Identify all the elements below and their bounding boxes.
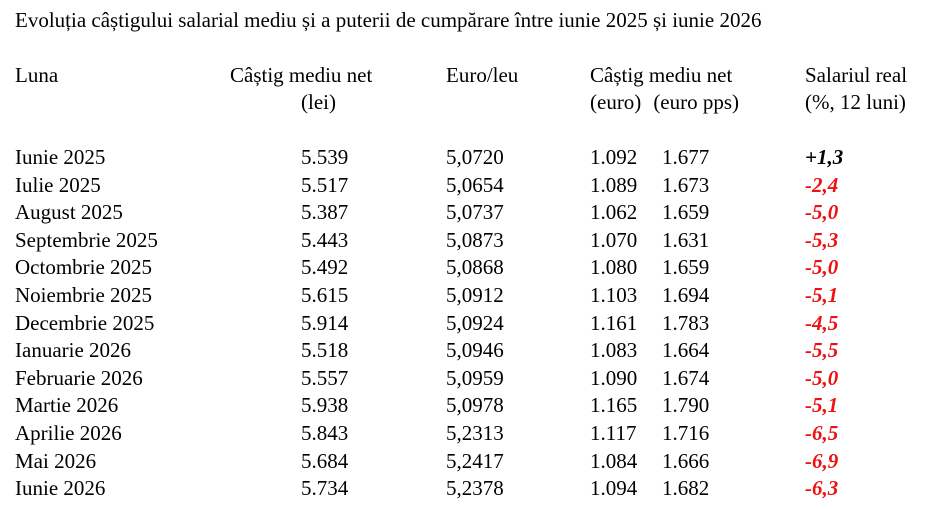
cell-month: Ianuarie 2026	[15, 338, 132, 363]
cell-eur-leu: 5,0978	[446, 393, 504, 418]
cell-net-lei: 5.518	[301, 338, 349, 363]
cell-net-pps: 1.659	[662, 200, 710, 225]
cell-net-lei: 5.684	[301, 448, 349, 473]
cell-net-euro: 1.090	[590, 365, 638, 390]
cell-real-wage: -6,9	[805, 448, 839, 473]
cell-real-wage: -5,1	[805, 282, 839, 307]
cell-net-euro: 1.092	[590, 145, 638, 169]
cell-eur-leu: 5,0720	[446, 145, 504, 169]
cell-month: Aprilie 2026	[15, 420, 122, 445]
cell-month: Septembrie 2025	[15, 227, 158, 252]
cell-month: Decembrie 2025	[15, 310, 155, 335]
header-net-lei-line1: Câștig mediu net	[230, 63, 373, 87]
header-eur-leu-label: Euro/leu	[446, 63, 519, 87]
cell-net-euro: 1.094	[590, 476, 638, 501]
cell-real-wage: -2,4	[805, 172, 839, 197]
cell-month: Iulie 2025	[15, 172, 101, 197]
cell-net-euro: 1.161	[590, 310, 638, 335]
cell-eur-leu: 5,0654	[446, 172, 504, 197]
cell-net-lei: 5.517	[301, 172, 349, 197]
table-row	[0, 392, 937, 420]
cell-net-pps: 1.631	[662, 227, 710, 252]
table-row	[0, 254, 937, 282]
cell-net-lei: 5.492	[301, 255, 349, 280]
cell-net-lei: 5.557	[301, 365, 349, 390]
table-row	[0, 227, 937, 255]
cell-eur-leu: 5,0959	[446, 365, 504, 390]
cell-real-wage: -4,5	[805, 310, 839, 335]
header-eur-leu	[446, 62, 518, 89]
cell-net-euro: 1.083	[590, 338, 638, 363]
header-real-wage	[805, 62, 907, 116]
cell-net-lei: 5.938	[301, 393, 349, 418]
table-row	[0, 199, 937, 227]
cell-real-wage: -6,3	[805, 476, 839, 501]
cell-net-euro: 1.089	[590, 172, 638, 197]
cell-real-wage: -6,5	[805, 420, 839, 445]
cell-net-pps: 1.674	[662, 365, 710, 390]
cell-real-wage: +1,3	[805, 145, 844, 169]
cell-net-lei: 5.443	[301, 227, 349, 252]
header-net-lei	[230, 62, 372, 116]
header-real-wage-line2: (%, 12 luni)	[805, 90, 906, 114]
cell-eur-leu: 5,0873	[446, 227, 504, 252]
cell-eur-leu: 5,0924	[446, 310, 504, 335]
cell-real-wage: -5,3	[805, 227, 839, 252]
cell-real-wage: -5,1	[805, 393, 839, 418]
cell-net-pps: 1.677	[662, 145, 710, 169]
page-title: Evoluția câștigului salarial mediu și a puterii de cumpărare între iunie 2025 și iunie 2026	[15, 8, 762, 32]
cell-net-lei: 5.539	[301, 145, 349, 169]
cell-net-euro: 1.062	[590, 200, 638, 225]
cell-net-pps: 1.659	[662, 255, 710, 280]
table-row	[0, 420, 937, 448]
cell-month: Iunie 2025	[15, 145, 106, 169]
cell-net-pps: 1.790	[662, 393, 710, 418]
table-row	[0, 282, 937, 310]
cell-month: Mai 2026	[15, 448, 97, 473]
table-row	[0, 172, 937, 200]
cell-eur-leu: 5,0868	[446, 255, 504, 280]
cell-net-lei: 5.387	[301, 200, 349, 225]
table-row	[0, 475, 937, 503]
cell-month: August 2025	[15, 200, 123, 225]
cell-net-euro: 1.084	[590, 448, 638, 473]
cell-month: Iunie 2026	[15, 476, 106, 501]
cell-net-euro: 1.165	[590, 393, 638, 418]
cell-month: Februarie 2026	[15, 365, 143, 390]
header-net-euro-line1: Câștig mediu net	[590, 63, 733, 87]
cell-eur-leu: 5,0946	[446, 338, 504, 363]
cell-month: Martie 2026	[15, 393, 119, 418]
table-row	[0, 448, 937, 476]
header-net-lei-line2: (lei)	[301, 90, 336, 114]
cell-net-pps: 1.783	[662, 310, 710, 335]
cell-net-pps: 1.694	[662, 282, 710, 307]
cell-eur-leu: 5,2417	[446, 448, 504, 473]
cell-net-euro: 1.103	[590, 282, 638, 307]
cell-net-euro: 1.070	[590, 227, 638, 252]
cell-real-wage: -5,0	[805, 255, 839, 280]
cell-net-lei: 5.914	[301, 310, 349, 335]
table-row	[0, 310, 937, 338]
header-net-euro	[590, 62, 739, 116]
cell-real-wage: -5,0	[805, 200, 839, 225]
header-real-wage-line1: Salariul real	[805, 63, 908, 87]
cell-eur-leu: 5,2313	[446, 420, 504, 445]
cell-net-euro: 1.117	[590, 420, 637, 445]
cell-net-lei: 5.843	[301, 420, 349, 445]
cell-real-wage: -5,5	[805, 338, 839, 363]
cell-month: Octombrie 2025	[15, 255, 153, 280]
cell-net-pps: 1.716	[662, 420, 710, 445]
cell-eur-leu: 5,0737	[446, 200, 504, 225]
data-table	[0, 144, 937, 503]
cell-net-lei: 5.615	[301, 282, 349, 307]
cell-real-wage: -5,0	[805, 365, 839, 390]
cell-net-pps: 1.664	[662, 338, 710, 363]
header-month	[15, 62, 58, 89]
table-row	[0, 144, 937, 172]
cell-net-pps: 1.682	[662, 476, 710, 501]
header-net-euro-label: (euro)	[590, 90, 642, 114]
cell-net-pps: 1.673	[662, 172, 710, 197]
cell-net-lei: 5.734	[301, 476, 349, 501]
cell-net-pps: 1.666	[662, 448, 710, 473]
header-net-euro-line2	[590, 89, 739, 116]
table-row	[0, 365, 937, 393]
table-row	[0, 337, 937, 365]
cell-net-euro: 1.080	[590, 255, 638, 280]
header-net-pps-label: (euro pps)	[653, 90, 740, 114]
cell-month: Noiembrie 2025	[15, 282, 153, 307]
cell-eur-leu: 5,0912	[446, 282, 504, 307]
cell-eur-leu: 5,2378	[446, 476, 504, 501]
header-month-label: Luna	[15, 63, 59, 87]
